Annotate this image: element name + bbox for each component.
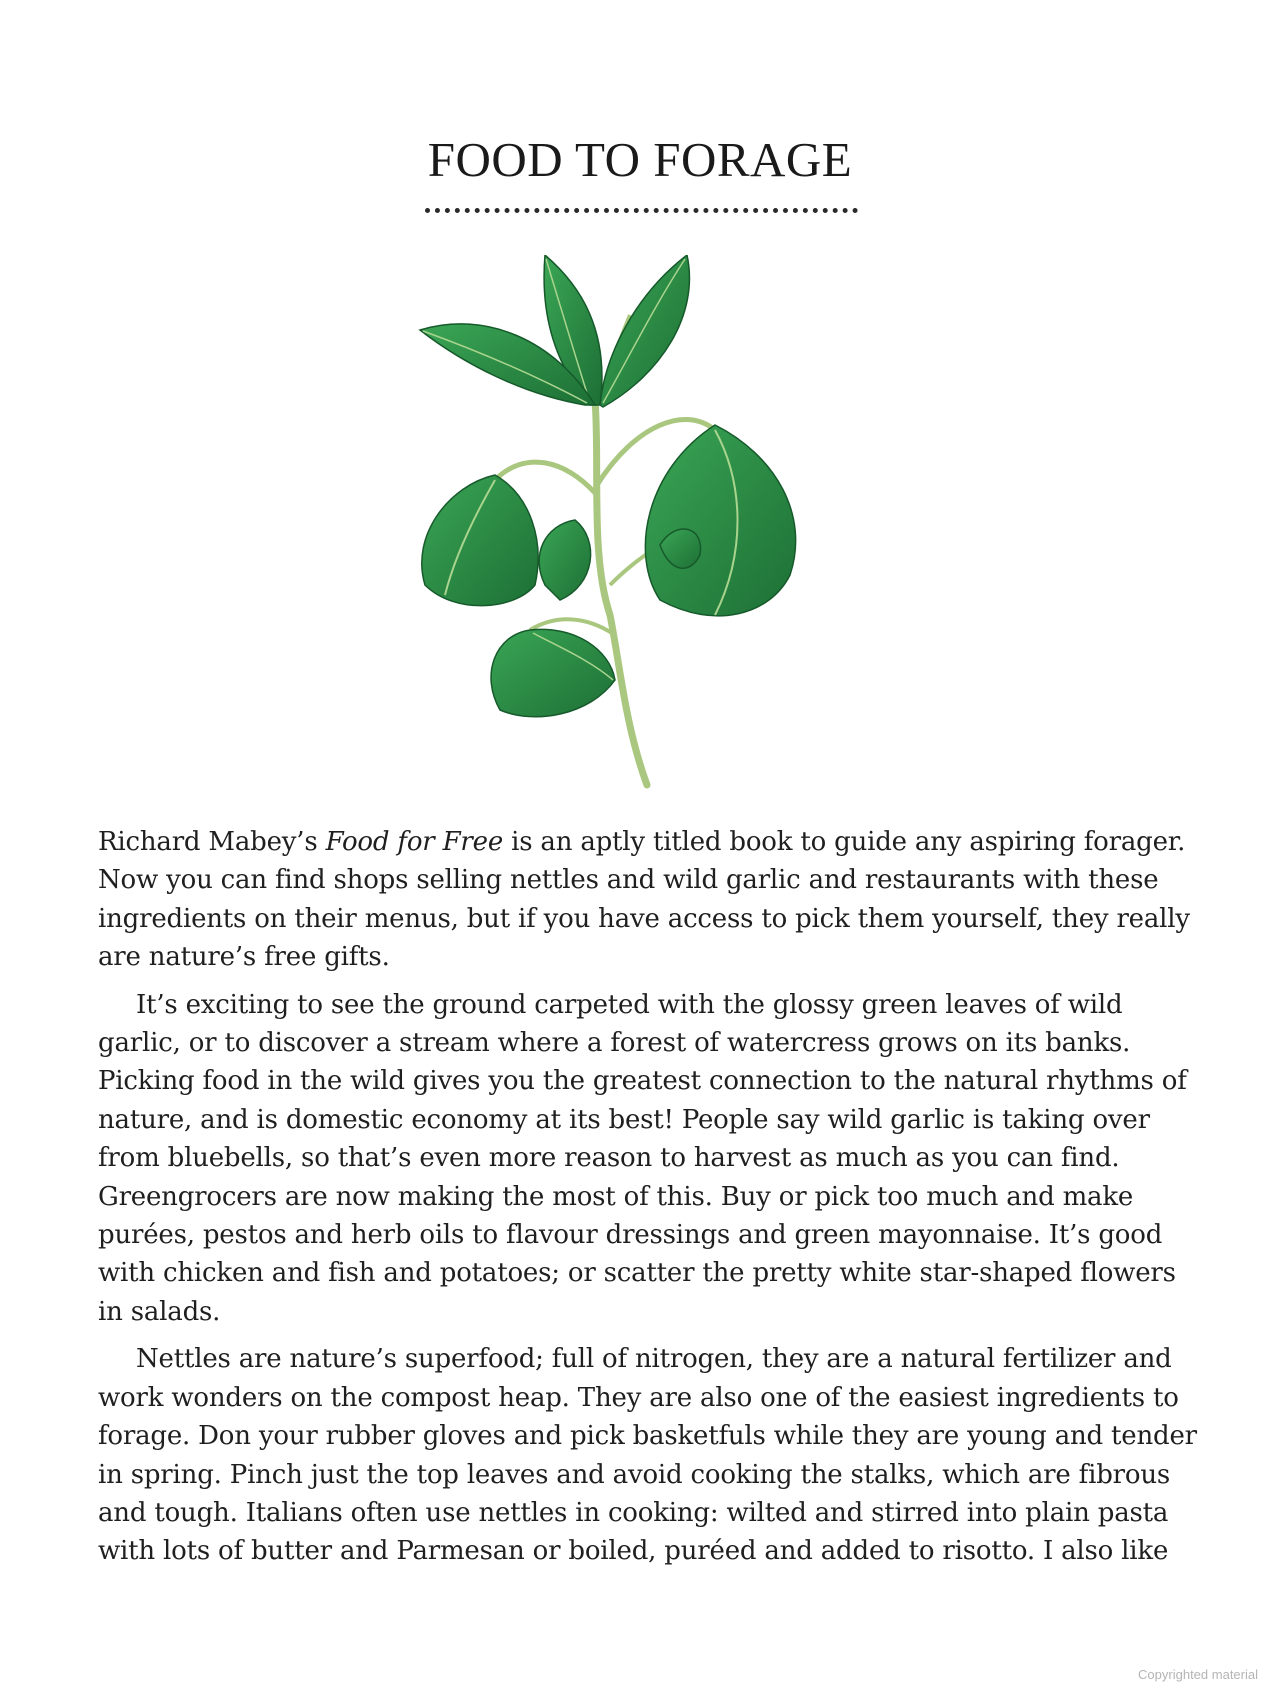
paragraph-2 — [98, 986, 1188, 1332]
text-line: from bluebells, so that’s even more reason to harvest as much as you can find. — [98, 1143, 1120, 1174]
text-line: garlic, or to discover a stream where a forest of watercress grows on its banks. — [98, 1028, 1131, 1059]
book-title: Food for Free — [325, 827, 504, 857]
copyright-notice: Copyrighted material — [1138, 1667, 1258, 1682]
text-line: Picking food in the wild gives you the greatest connection to the natural rhythms of — [98, 1066, 1187, 1097]
text-line: Richard Mabey’s Food for Free is an aptly titled book to guide any aspiring forager. — [98, 827, 1186, 857]
paragraph-3 — [98, 1340, 1197, 1570]
nettle-plant-illustration — [415, 255, 865, 795]
text-line: forage. Don your rubber gloves and pick basketfuls while they are young and tender — [98, 1421, 1197, 1452]
title-dotted-rule — [425, 208, 858, 213]
text-line: nature, and is domestic economy at its best! People say wild garlic is taking over — [98, 1104, 1150, 1135]
text-line: ingredients on their menus, but if you have access to pick them yourself, they really — [98, 903, 1190, 934]
text-line: in spring. Pinch just the top leaves and avoid cooking the stalks, which are fibrous — [98, 1459, 1171, 1490]
text-line: Nettles are nature’s superfood; full of nitrogen, they are a natural fertilizer and — [136, 1344, 1172, 1375]
text-line: purées, pestos and herb oils to flavour dressings and green mayonnaise. It’s good — [98, 1220, 1163, 1251]
page-title: FOOD TO FORAGE — [427, 132, 853, 187]
text-line: with lots of butter and Parmesan or boiled, puréed and added to risotto. I also like — [98, 1536, 1169, 1567]
text-line: in salads. — [98, 1296, 221, 1327]
text-line: are nature’s free gifts. — [98, 942, 390, 973]
text-line: Greengrocers are now making the most of this. Buy or pick too much and make — [98, 1181, 1134, 1212]
article-body — [98, 823, 1197, 1580]
paragraph-1 — [98, 823, 1188, 977]
text-line: and tough. Italians often use nettles in cooking: wilted and stirred into plain pasta — [98, 1497, 1169, 1528]
text-line: with chicken and fish and potatoes; or scatter the pretty white star-shaped flowers — [98, 1258, 1176, 1289]
text-line: work wonders on the compost heap. They are also one of the easiest ingredients to — [98, 1382, 1179, 1413]
text-line: It’s exciting to see the ground carpeted with the glossy green leaves of wild — [136, 989, 1123, 1020]
text-line: Now you can find shops selling nettles and wild garlic and restaurants with these — [98, 865, 1159, 896]
